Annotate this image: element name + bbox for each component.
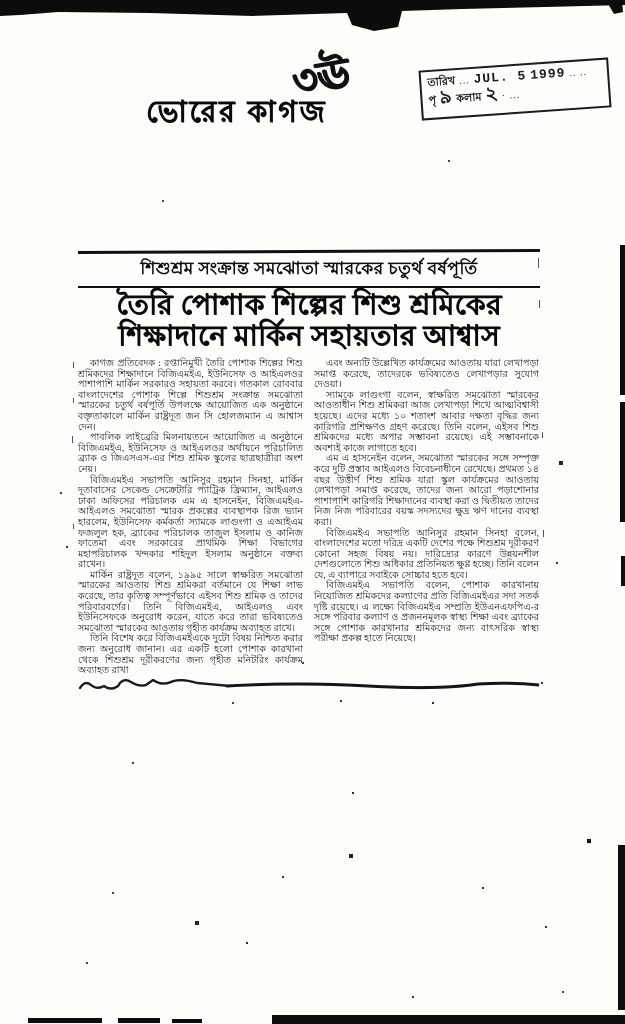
scan-edge-bottom	[272, 1015, 625, 1024]
stamp-dots: .. ..	[569, 66, 588, 80]
stamp-column-label: কলাম	[455, 91, 482, 106]
clip-edge-mark	[73, 362, 74, 368]
clip-edge-mark	[73, 524, 74, 529]
scan-edge-bottom	[118, 1018, 160, 1023]
stamp-page-number-handwritten: ৯	[438, 85, 454, 109]
stamp-page-label: পৃ	[428, 94, 437, 108]
article-headline	[78, 290, 540, 352]
paragraph: স্যামকে লাগুংগা বলেন, স্বাক্ষরিত সমঝোতা স্মারকের আওতাধীন শিশু শ্রমিকরা আজ লেখাপড়া শিখে আত্মবিশ্বাসী হয়েছে। এদের মধ্যে ১০ শতাংশ আবার দক্ষতা বৃদ্ধির জন্য কারিগরি প্রশিক্ষণও গ্রহণ করেছে। তিনি বলেন, এইসব শিশু শ্রমিকদের মধ্যে অপার সম্ভাবনা রয়েছে। এই সম্ভাবনাকে অবশ্যই কাজে লাগাতে হবে।	[314, 390, 539, 454]
scan-edge-right	[621, 556, 625, 586]
article-kicker: শিশুশ্রম সংক্রান্ত সমঝোতা স্মারকের চতুর্থ বর্ষপূর্তি	[140, 259, 478, 278]
stamp-year-value: 1999	[529, 65, 566, 83]
article-column-right	[314, 359, 539, 677]
paragraph: বিজিএমইএ সভাপতি আনিসুর রহমান সিনহা বলেন, বাংলাদেশের মতো দরিদ্র একটি দেশের পক্ষে শিশুশ্রম দূরীকরণ কোনো সহজ বিষয় নয়। দারিদ্র্যের কারণে উন্নয়নশীল দেশগুলোতে শিশু অধিকার প্রতিনিয়ত ক্ষুণ্ণ হচ্ছে। তিনি বলেন যে, এ ব্যাপারে সবাইকে সোচ্চার হতে হবে।	[314, 528, 539, 581]
scan-edge-bottom	[172, 1019, 202, 1023]
headline-line-2: শিক্ষাদানে মার্কিন সহায়তার আশ্বাস	[118, 321, 500, 352]
scan-edge-top	[0, 0, 625, 40]
article-body	[78, 359, 540, 677]
date-stamp-box	[418, 57, 611, 120]
paragraph: তিনি বিশেষ করে বিজিএমইএকে দুটো বিষয় নিশ্চিত করার জন্য অনুরোধ জানান। এর একটি হলো পোশাক কারখানা থেকে শিশুশ্রম দূরীকরণের জন্য গৃহীত মনিটরিং কার্যক্রম অব্যাহত রাখা	[78, 634, 303, 677]
stamp-date-value: JUL. 5	[473, 68, 527, 87]
paragraph: এবং অন্যটি উল্লেখিত কার্যক্রমের আওতায় যারা লেখাপড়া সমাপ্ত করেছে, তাদেরকে ভবিষ্যতেও লেখাপড়ার সুযোগ দেওয়া।	[314, 359, 539, 391]
article-column-left	[78, 359, 303, 677]
scan-noise	[0, 0, 2, 2]
scan-edge-right	[620, 245, 625, 395]
scan-edge-right	[620, 402, 625, 522]
stamp-dots: · ...	[501, 89, 521, 102]
scan-edge-right	[618, 845, 625, 1010]
kicker-rule-bottom	[78, 286, 540, 288]
news-article	[78, 250, 540, 695]
newspaper-masthead: ভোরের কাগজ	[146, 95, 328, 130]
paragraph: বিজিএমইএ সভাপতি আনিসুর রহমান সিনহা, মার্কিন দূতাবাসের সেকেন্ড সেক্রেটারি প্যাট্রিক ফ্রিম্যান, আইএলও ঢাকা অফিসের পরিচালক এম এ হাসনেইন, বিজিএমইএ-আইএলও সমঝোতা স্মারক প্রকল্পের ব্যবস্থাপক রিজ ভ্যান হারলেম, ইউনিসেফ কর্মকর্তা স্যামকে লাগুংগা ও এআইএম ফজলুল হক, ব্র্যাকের পরিচালক তাজুল ইসলাম ও কানিজ ফাতেমা এবং সরকারের প্রাথমিক শিক্ষা বিভাগের মহাপরিচালক খন্দকার শহিদুল ইসলাম অনুষ্ঠানে বক্তব্য রাখেন।	[78, 475, 303, 571]
clip-edge-mark	[73, 398, 74, 403]
scan-edge-bottom	[28, 1018, 102, 1023]
headline-line-1: তৈরি পোশাক শিল্পের শিশু শ্রমিকের	[116, 290, 502, 321]
paragraph: এম এ হাসনেইন বলেন, সমঝোতা স্মারকের সঙ্গে সম্পৃক্ত করে দুটি প্রস্তাব আইএলও বিবেচনাধীনে রেখেছে। প্রথমত ১৪ বছর উত্তীর্ণ শিশু শ্রমিক যারা স্কুল কার্যক্রমের আওতায় লেখাপড়া সমাপ্ত করেছে, তাদের জন্য আরো পড়াশোনার পাশাপাশি কারিগরি শিক্ষাদানের ব্যবস্থা করা ও দ্বিতীয়ত তাদের নিজ নিজ পরিবারের বয়স্ক সদস্যদের ক্ষুদ্র ঋণ দানের ব্যবস্থা করা।	[314, 454, 539, 528]
stamp-date-label: তারিখ	[426, 75, 456, 90]
stamp-dots: ...	[458, 75, 471, 87]
paragraph: কাগজ প্রতিবেদক : রপ্তানিমুখী তৈরি পোশাক শিল্পের শিশু শ্রমিকদের শিক্ষাদানে বিজিএমইএ, ইউনিসেফ ও আইএলওর পাশাপাশি মার্কিন সরকারও সহায়তা করবে। গতকাল রোববার বাংলাদেশের পোশাক শিল্পে শিশুশ্রম সংক্রান্ত সমঝোতা স্মারকের চতুর্থ বর্ষপূর্তি উপলক্ষে আয়োজিত এক অনুষ্ঠানে বক্তৃতাকালে মার্কিন রাষ্ট্রদূত জন সি হোলজম্যান এ আশ্বাস দেন।	[78, 359, 303, 433]
paragraph: মার্কিন রাষ্ট্রদূত বলেন, ১৯৯৫ সালে স্বাক্ষরিত সমঝোতা স্মারকের আওতায় শিশু শ্রমিকরা বর্তমানে যে শিক্ষা লাভ করেছে, তার কৃতিত্ব সম্পূর্ণভাবে এইসব শিশু শ্রমিক ও তাদের পরিবারবর্গের। তিনি বিজিএমইএ, আইএলও এবং ইউনিসেফকে অনুরোধ করেন, যাতে করে তারা ভবিষ্যতেও সমঝোতা স্মারকের আওতায় গৃহীত কার্যক্রম অব্যাহত রাখে।	[78, 570, 303, 634]
handwritten-annotation: ৩ঊ	[289, 50, 354, 106]
stamp-column-number-handwritten: ২	[483, 82, 500, 106]
paragraph: বিজিএমইএ সভাপতি বলেন, পোশাক কারখানায় নিয়োজিত শ্রমিকদের কল্যাণের প্রতি বিজিএমইএর সদা সতর্ক দৃষ্টি রয়েছে। এ লক্ষ্যে বিজিএমইএ সম্প্রতি ইউএনএফপিএ-র সঙ্গে পরিবার কল্যাণ ও প্রজননমূলক স্বাস্থ্য শিক্ষা এবং ব্র্যাকের সঙ্গে পোশাক কারখানার শ্রমিকদের জন্য বাৎসরিক স্বাস্থ্য পরীক্ষা প্রকল্প হাতে নিয়েছে।	[314, 581, 539, 645]
paragraph: পাবলিক লাইব্রেরি মিলনায়তনে আয়োজিত এ অনুষ্ঠানে বিজিএমইএ, ইউনিসেফ ও আইএলওর অর্থায়নে পরিচালিত ব্র্যাক ও জিএসএস-এর শিশু শ্রমিক স্কুলের ছাত্রছাত্রীরা অংশ নেয়।	[78, 433, 303, 475]
clip-edge-mark	[542, 432, 543, 438]
article-end-rule	[78, 679, 540, 695]
clip-edge-mark	[72, 436, 73, 443]
clip-edge-mark	[543, 530, 544, 537]
